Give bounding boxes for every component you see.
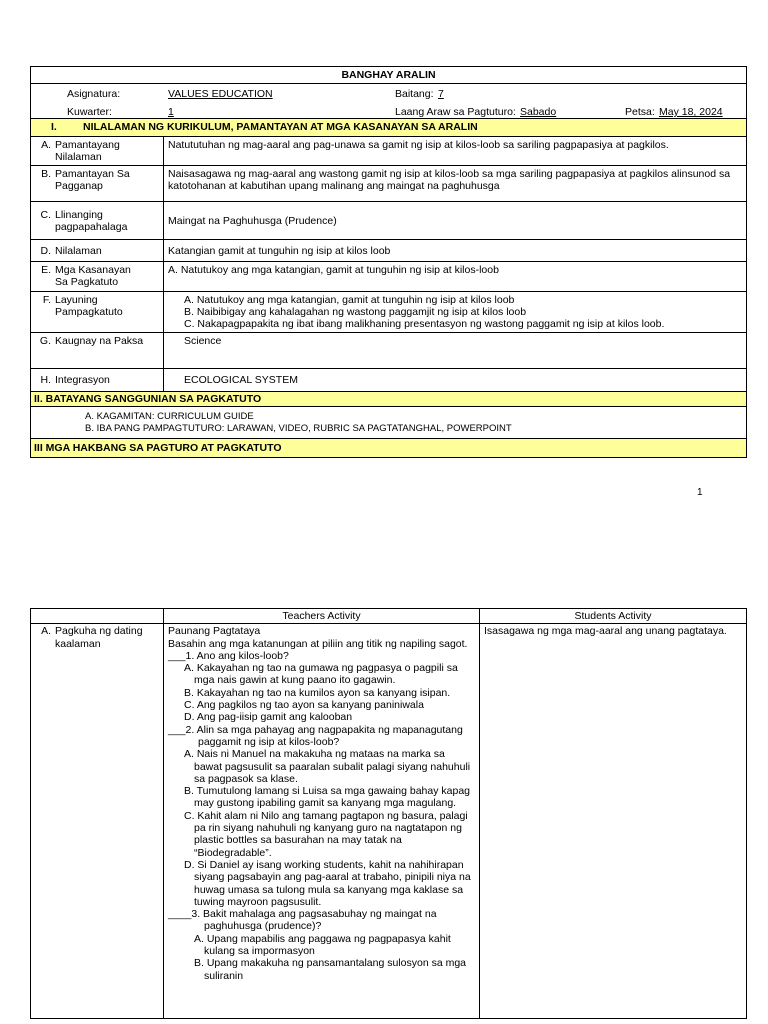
question-1: ___1. Ano ang kilos-loob? (168, 649, 289, 662)
row-value-h: ECOLOGICAL SYSTEM (164, 369, 747, 392)
q1-option: A. Kakayahan ng tao na gumawa ng pagpasya o pagpili sa mga nais gawin at kung paano ito gagawin. (184, 662, 458, 687)
question-2: ___2. Alin sa mga pahayag ang nagpapakita ng mapanagutang paggamit ng isip at kilos-loob? (168, 723, 463, 748)
objective-item: C. Nakapagpapakita ng ibat ibang malikhaning presentasyon ng wastong paggamit ng isip at kilos loob. (184, 318, 665, 330)
q2-option: D. Si Daniel ay isang working students, kahit na nahihirapan siyang pagsabayin ang pag-aaral at trabaho, pinipili niya na huwag umasa sa tulong mula sa kanyang mga kaklase sa tuwing mayroon pagsusulit. (184, 858, 471, 908)
q1-option: D. Ang pag-iisip gamit ang kalooban (184, 711, 353, 724)
row-label-c: C. Llinanging pagpapahalaga (31, 202, 164, 240)
q2-option: C. Kahit alam ni Nilo ang tamang pagtapon ng basura, palagi pa rin siyang nahuhuli ng kanyang guro na nagtatapon ng plastic bottles sa basurahan na may tatak na “Biodegradable”. (184, 809, 468, 859)
intro-text: Basahin ang mga katanungan at piliin ang titik ng napiling sagot. (168, 637, 468, 650)
students-activity-cell: Isasagawa ng mga mag-aaral ang unang pagtataya. (480, 624, 747, 1019)
reference-item: B. IBA PANG PAMPAGTUTURO: LARAWAN, VIDEO, RUBRIC SA PAGTATANGHAL, POWERPOINT (85, 422, 512, 434)
activity-table (30, 608, 747, 1019)
activity-header-blank (31, 609, 164, 624)
subject-value: VALUES EDUCATION (168, 88, 273, 100)
q1-option: B. Kakayahan ng tao na kumilos ayon sa kanyang isipan. (184, 686, 451, 699)
q3-option: B. Upang makakuha ng pansamantalang sulosyon sa mga suliranin (194, 957, 467, 982)
grade-value: 7 (438, 88, 444, 100)
section3-header: III MGA HAKBANG SA PAGTURO AT PAGKATUTO (31, 439, 747, 458)
date-value: May 18, 2024 (659, 106, 723, 118)
row-value-d: Katangian gamit at tunguhin ng isip at kilos loob (164, 240, 747, 262)
row-value-g: Science (164, 333, 747, 369)
section1-header (31, 119, 747, 137)
row-label-f: F. Layuning Pampagkatuto (31, 292, 164, 333)
grade-label: Baitang: (395, 88, 434, 100)
objectives-cell (164, 292, 747, 333)
row-label-e: E. Mga Kasanayan Sa Pagkatuto (31, 262, 164, 292)
q2-option: A. Nais ni Manuel na makakuha ng mataas na marka sa bawat pagsusulit sa paaralan subalit palagi siyang nahuhuli sa pagpasok sa klase. (184, 748, 471, 785)
question-3: ____3. Bakit mahalaga ang pagsasabuhay ng maingat na paghuhusga (prudence)? (168, 908, 437, 933)
row-label-g: G. Kaugnay na Paksa (31, 333, 164, 369)
objective-item: A. Natutukoy ang mga katangian, gamit at tunguhin ng isip at kilos loob (184, 294, 515, 306)
teachers-activity-header: Teachers Activity (164, 609, 480, 624)
quarter-label: Kuwarter: (67, 106, 112, 118)
section2-items (31, 407, 747, 439)
date-label: Petsa: (625, 106, 655, 118)
intro-title: Paunang Pagtataya (168, 625, 261, 638)
day-value: Sabado (520, 106, 557, 118)
day-label: Laang Araw sa Pagtuturo: (395, 106, 516, 118)
row-value-b: Naisasagawa ng mag-aaral ang wastong gamit ng isip at kilos-loob sa mga sariling pagpapasiya at pagkilos alinsunod sa katotohanan at kabutihan upang malinang ang maingat na paghuhusga (164, 166, 747, 202)
objective-item: B. Naibibigay ang kahalagahan ng wastong paggamjit ng isip at kilos loob (184, 306, 527, 318)
teachers-activity-cell (164, 624, 480, 1019)
section1-num: I. (51, 121, 57, 133)
lesson-info (31, 84, 747, 119)
row-label-b: B. Pamantayan Sa Pagganap (31, 166, 164, 202)
row-value-c: Maingat na Paghuhusga (Prudence) (164, 202, 747, 240)
section2-header: II. BATAYANG SANGGUNIAN SA PAGKATUTO (31, 392, 747, 407)
quarter-value: 1 (168, 106, 174, 118)
subject-label: Asignatura: (67, 88, 121, 100)
q1-option: C. Ang pagkilos ng tao ayon sa kanyang paniniwala (184, 699, 424, 712)
lesson-title: BANGHAY ARALIN (31, 67, 747, 84)
lesson-plan-table (30, 66, 747, 458)
page-number: 1 (697, 487, 703, 498)
reference-item: A. KAGAMITAN: CURRICULUM GUIDE (85, 410, 254, 422)
q2-option: B. Tumutulong lamang si Luisa sa mga gawaing bahay kapag may gustong ipabiling gamit sa kanyang mga magulang. (184, 785, 471, 810)
row-value-e: A. Natutukoy ang mga katangian, gamit at tunguhin ng isip at kilos-loob (164, 262, 747, 292)
activity-row-label: A. Pagkuha ng dating kaalaman (31, 624, 164, 1019)
q3-option: A. Upang mapabilis ang paggawa ng pagpapasya kahit kulang sa impormasyon (194, 932, 451, 958)
row-label-a: A. Pamantayang Nilalaman (31, 137, 164, 166)
row-label-h: H. Integrasyon (31, 369, 164, 392)
row-value-a: Natututuhan ng mag-aaral ang pag-unawa sa gamit ng isip at kilos-loob sa sariling pagpapasiya at pagkilos. (164, 137, 747, 166)
students-activity-header: Students Activity (480, 609, 747, 624)
row-label-d: D. Nilalaman (31, 240, 164, 262)
section1-title: NILALAMAN NG KURIKULUM, PAMANTAYAN AT MGA KASANAYAN SA ARALIN (83, 121, 478, 133)
